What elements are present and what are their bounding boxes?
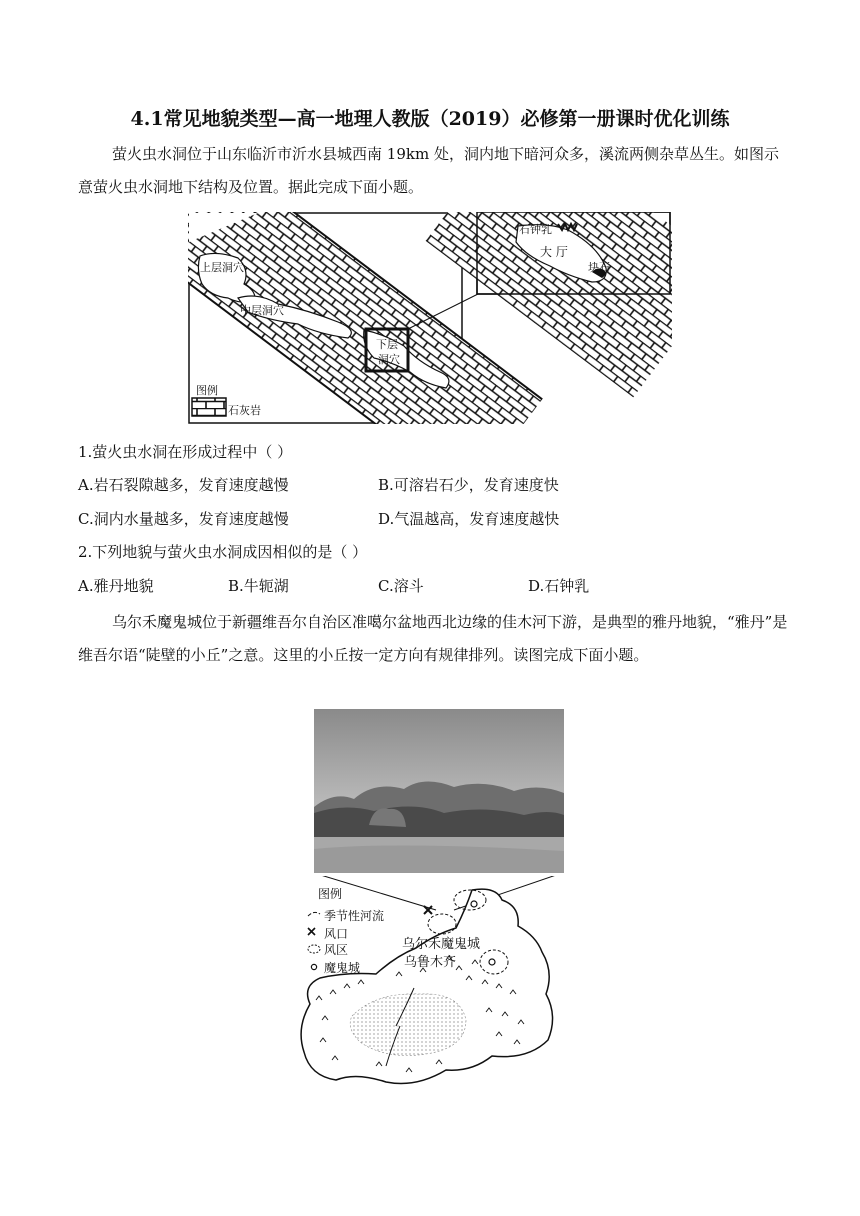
q1-option-c[interactable]: C.洞内水量越多，发育速度越慢 <box>78 510 289 528</box>
legend-title: 图例 <box>196 384 218 397</box>
xinjiang-map <box>296 876 562 1092</box>
q1-option-a[interactable]: A.岩石裂隙越多，发育速度越慢 <box>78 476 289 494</box>
lower-cave-label-1: 下层 <box>376 338 398 351</box>
q1-option-b[interactable]: B.可溶岩石少，发育速度快 <box>378 476 559 494</box>
stalactite-label: 石钟乳 <box>519 223 552 236</box>
hall-label: 大 厅 <box>540 245 568 259</box>
q2-option-a[interactable]: A.雅丹地貌 <box>78 577 154 595</box>
passage-1: 萤火虫水洞位于山东临沂市沂水县城西南 19km 处，洞内地下暗河众多，溪流两侧杂草丛生。如图示意萤火虫水洞地下结构及位置。据此完成下面小题。 <box>78 145 779 196</box>
q2-option-d[interactable]: D.石钟乳 <box>528 577 590 595</box>
legend-limestone-label: 石灰岩 <box>228 404 261 417</box>
map-legend-title: 图例 <box>318 887 343 901</box>
middle-cave-label: 中层洞穴 <box>240 304 284 317</box>
q2-option-c[interactable]: C.溶斗 <box>378 577 424 595</box>
legend-devil-city: 魔鬼城 <box>324 961 361 975</box>
q2-option-b[interactable]: B.牛轭湖 <box>228 577 289 595</box>
passage-2: 乌尔禾魔鬼城位于新疆维吾尔自治区准噶尔盆地西北边缘的佳木河下游，是典型的雅丹地貌，“雅丹”是维吾尔语“陡壁的小丘”之意。这里的小丘按一定方向有规律排列。读图完成下面小题。 <box>78 613 788 664</box>
page-title: 4.1常见地貌类型—高一地理人教版（2019）必修第一册课时优化训练 <box>130 108 730 130</box>
q2-stem: 2.下列地貌与萤火虫水洞成因相似的是（ ） <box>78 543 368 561</box>
lower-cave-label-2: 洞穴 <box>378 353 400 366</box>
legend-seasonal-river: 季节性河流 <box>324 909 385 923</box>
legend-wind-gap: 风口 <box>324 927 349 941</box>
q1-stem: 1.萤火虫水洞在形成过程中（ ） <box>78 443 293 461</box>
urumqi-label: 乌鲁木齐 <box>404 955 457 970</box>
q1-option-d[interactable]: D.气温越高，发育速度越快 <box>378 510 560 528</box>
cave-structure-figure <box>188 212 672 424</box>
block-label: 块石 <box>588 261 610 274</box>
yardang-photo <box>314 709 564 873</box>
legend-wind-zone: 风区 <box>324 943 349 957</box>
upper-cave-label: 上层洞穴 <box>200 261 244 274</box>
urho-devil-city-label: 乌尔禾魔鬼城 <box>402 937 481 952</box>
